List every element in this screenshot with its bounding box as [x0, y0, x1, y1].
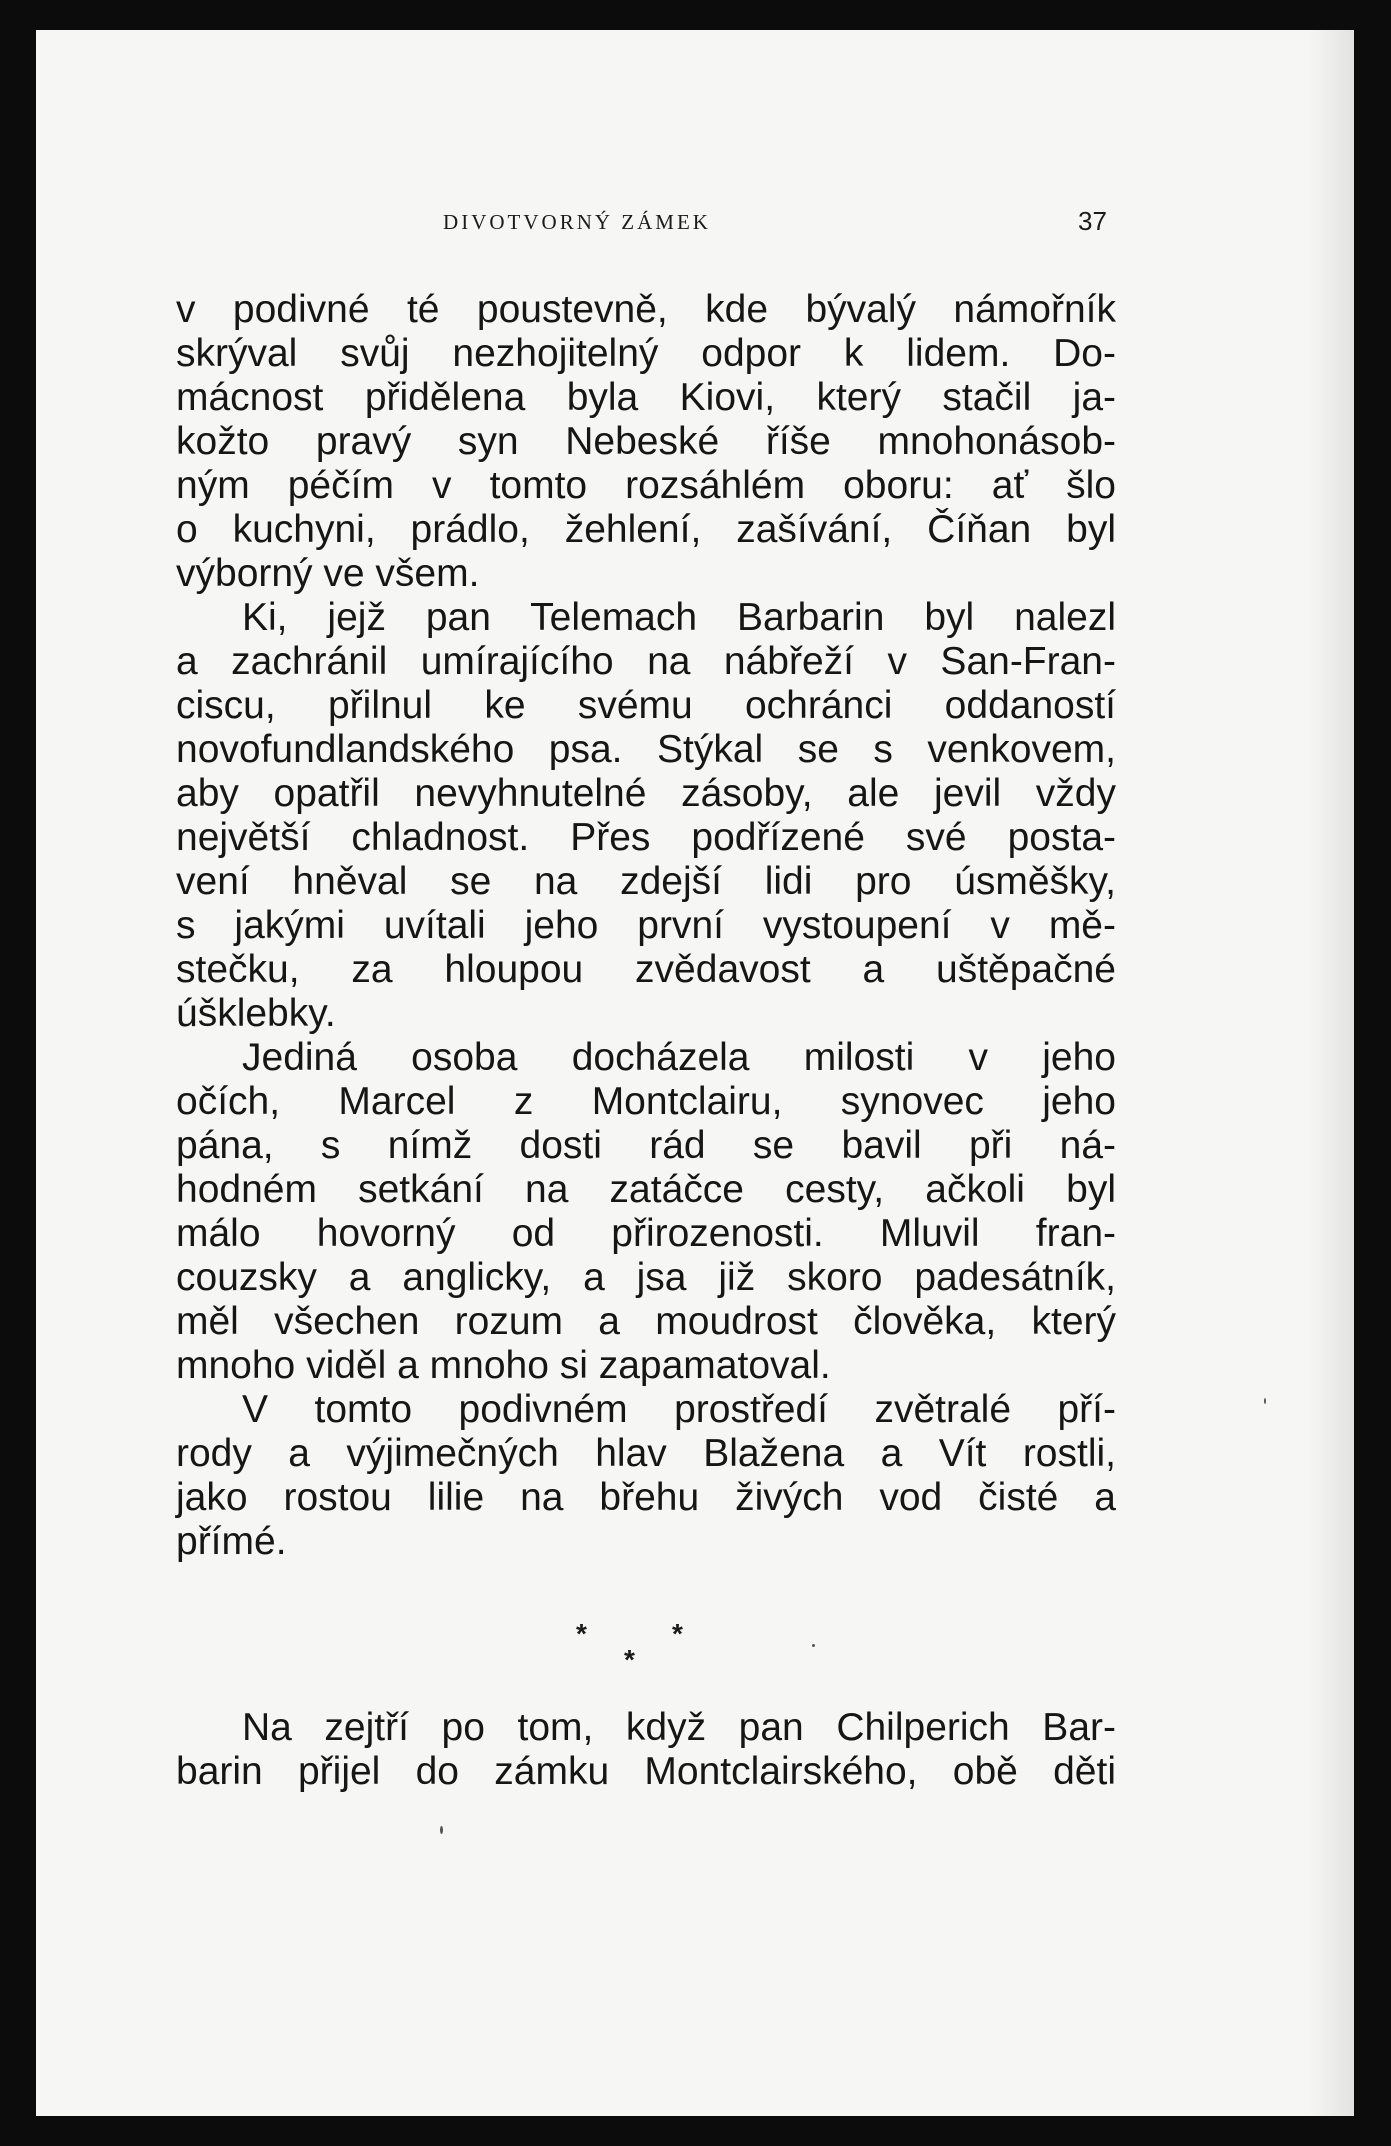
text-line: mnoho viděl a mnoho si zapamatoval. [176, 1344, 831, 1387]
text-line: přímé. [176, 1520, 287, 1563]
body-text [176, 288, 1116, 1564]
asterisk-mark: * [672, 1618, 683, 1649]
text-line: málo hovorný od přirozenosti. Mluvil fran- [176, 1212, 1116, 1255]
text-line: výborný ve všem. [176, 552, 480, 595]
closing-text [176, 1706, 1116, 1794]
text-line: pána, s nímž dosti rád se bavil při ná- [176, 1124, 1116, 1167]
text-line: Ki, jejž pan Telemach Barbarin byl nalezl [242, 596, 1116, 639]
paper-speck [812, 1644, 815, 1647]
text-line: v podivné té poustevně, kde bývalý námořník [176, 288, 1116, 331]
text-line: hodném setkání na zatáčce cesty, ačkoli byl [176, 1168, 1116, 1211]
text-line: mácnost přidělena byla Kiovi, který stačil ja- [176, 376, 1116, 419]
running-head [36, 206, 1354, 250]
asterisk-mark: * [576, 1618, 587, 1649]
text-line: aby opatřil nevyhnutelné zásoby, ale jevil vždy [176, 772, 1116, 815]
text-line: couzsky a anglicky, a jsa již skoro padesátník, [176, 1256, 1116, 1299]
paper-speck [1264, 1398, 1266, 1404]
text-line: a zachránil umírajícího na nábřeží v San-Fran- [176, 640, 1116, 683]
text-line: V tomto podivném prostředí zvětralé pří- [242, 1388, 1116, 1431]
text-line: úšklebky. [176, 992, 336, 1035]
text-line: jako rostou lilie na břehu živých vod čisté a [176, 1476, 1116, 1519]
text-line: ným péčím v tomto rozsáhlém oboru: ať šlo [176, 464, 1116, 507]
running-title: DIVOTVORNÝ ZÁMEK [443, 210, 711, 234]
text-line: stečku, za hloupou zvědavost a uštěpačné [176, 948, 1116, 991]
text-line: barin přijel do zámku Montclairského, obě děti [176, 1750, 1116, 1793]
text-line: ciscu, přilnul ke svému ochránci oddaností [176, 684, 1116, 727]
text-line: očích, Marcel z Montclairu, synovec jeho [176, 1080, 1116, 1123]
page-number: 37 [1078, 206, 1107, 236]
text-line: vení hněval se na zdejší lidi pro úsměšky, [176, 860, 1116, 903]
text-line: největší chladnost. Přes podřízené své posta- [176, 816, 1116, 859]
asterisk-mark: * [624, 1644, 635, 1675]
text-line: Na zejtří po tom, když pan Chilperich Bar- [242, 1706, 1116, 1749]
text-line: o kuchyni, prádlo, žehlení, zašívání, Číňan byl [176, 508, 1116, 551]
section-break-asterism [576, 1618, 756, 1698]
text-line: Jediná osoba docházela milosti v jeho [242, 1036, 1116, 1079]
text-line: s jakými uvítali jeho první vystoupení v mě- [176, 904, 1116, 947]
paper-speck [440, 1826, 443, 1834]
text-line: skrýval svůj nezhojitelný odpor k lidem. Do- [176, 332, 1116, 375]
text-line: měl všechen rozum a moudrost člověka, který [176, 1300, 1116, 1343]
book-page [36, 30, 1354, 2116]
text-line: novofundlandského psa. Stýkal se s venkovem, [176, 728, 1116, 771]
text-line: kožto pravý syn Nebeské říše mnohonásob- [176, 420, 1116, 463]
text-line: rody a výjimečných hlav Blažena a Vít rostli, [176, 1432, 1116, 1475]
